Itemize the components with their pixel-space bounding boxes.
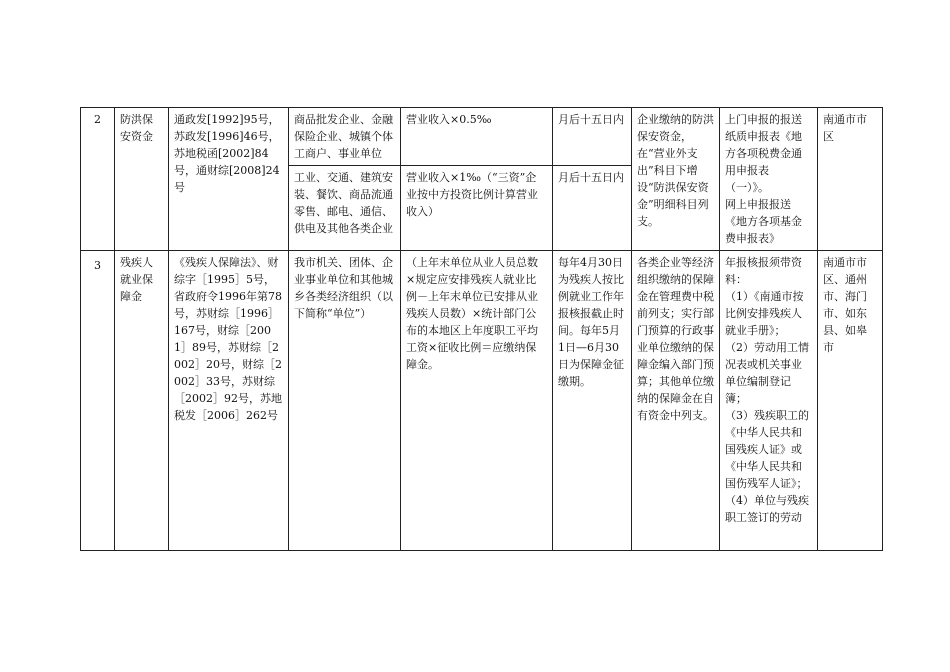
levy-formula: 营业收入×1‰（“三资”企业按中方投资比例计算营业收入）: [401, 166, 553, 251]
table-row-2: [81, 108, 883, 166]
levy-scope: 我市机关、团体、企业事业单位和其他城乡各类经济组织（以下简称“单位”）: [289, 251, 401, 551]
levy-deadline: 月后十五日内: [553, 108, 632, 166]
required-materials: [720, 108, 818, 251]
levy-scope: 商品批发企业、金融保险企业、城镇个体工商户、事业单位: [289, 108, 401, 166]
fee-name: 防洪保安资金: [115, 108, 169, 251]
levy-scope: 工业、交通、建筑安装、餐饮、商品流通零售、邮电、通信、供电及其他各类企业: [289, 166, 401, 251]
levy-formula: （上年末单位从业人员总数×规定应安排残疾人就业比例－上年末单位已安排从业残疾人员数）×统计部门公布的本地区上年度职工平均工资×征收比例＝应缴纳保障金。: [401, 251, 553, 551]
required-materials-text: 上门申报的报送纸质申报表《地方各项税费金通用申报表（一）》。 网上申报报送《地方各项基金费申报表》: [725, 113, 802, 245]
fee-name: 残疾人就业保障金: [115, 251, 169, 551]
policy-basis: 《残疾人保障法》、财综字［1995］5号，省政府令1996年第78号，苏财综［1996］167号，财综［2001］89号，苏财综［2002］20号，财综［2002］33号，苏财综［2002］92号，苏地税发［2006］262号: [169, 251, 289, 551]
row-number: 3: [81, 251, 115, 551]
fund-source: 各类企业等经济组织缴纳的保障金在管理费中税前列支；实行部门预算的行政事业单位缴纳的保障金编入部门预算；其他单位缴纳的保障金在自有资金中列支。: [632, 251, 720, 551]
applicable-area: 南通市市区: [818, 108, 883, 251]
table-row-3: [81, 251, 883, 551]
row-number: 2: [81, 108, 115, 251]
fee-table: [80, 107, 883, 551]
policy-basis: 通政发[1992]95号，苏政发[1996]46号，苏地税函[2002]84号，通财综[2008]24号: [169, 108, 289, 251]
fund-source: 企业缴纳的防洪保安资金，在“营业外支出”科目下增设“防洪保安资金”明细科目列支。: [632, 108, 720, 251]
levy-deadline: 月后十五日内: [553, 166, 632, 251]
required-materials: [720, 251, 818, 551]
applicable-area: 南通市市区、通州市、海门市、如东县、如皋市: [818, 251, 883, 551]
levy-deadline: 每年4月30日为残疾人按比例就业工作年报核报截止时间。每年5月1日—6月30日为保障金征缴期。: [553, 251, 632, 551]
required-materials-text: 年报核报须带资料： （1）《南通市按比例安排残疾人就业手册》； （2）劳动用工情况表或机关事业单位编制登记簿； （3）残疾职工的《中华人民共和国残疾人证》或《中华人民共和国伤残军人证》； （4）单位与残疾职工签订的劳动: [725, 256, 809, 524]
levy-formula: 营业收入×0.5‰: [401, 108, 553, 166]
